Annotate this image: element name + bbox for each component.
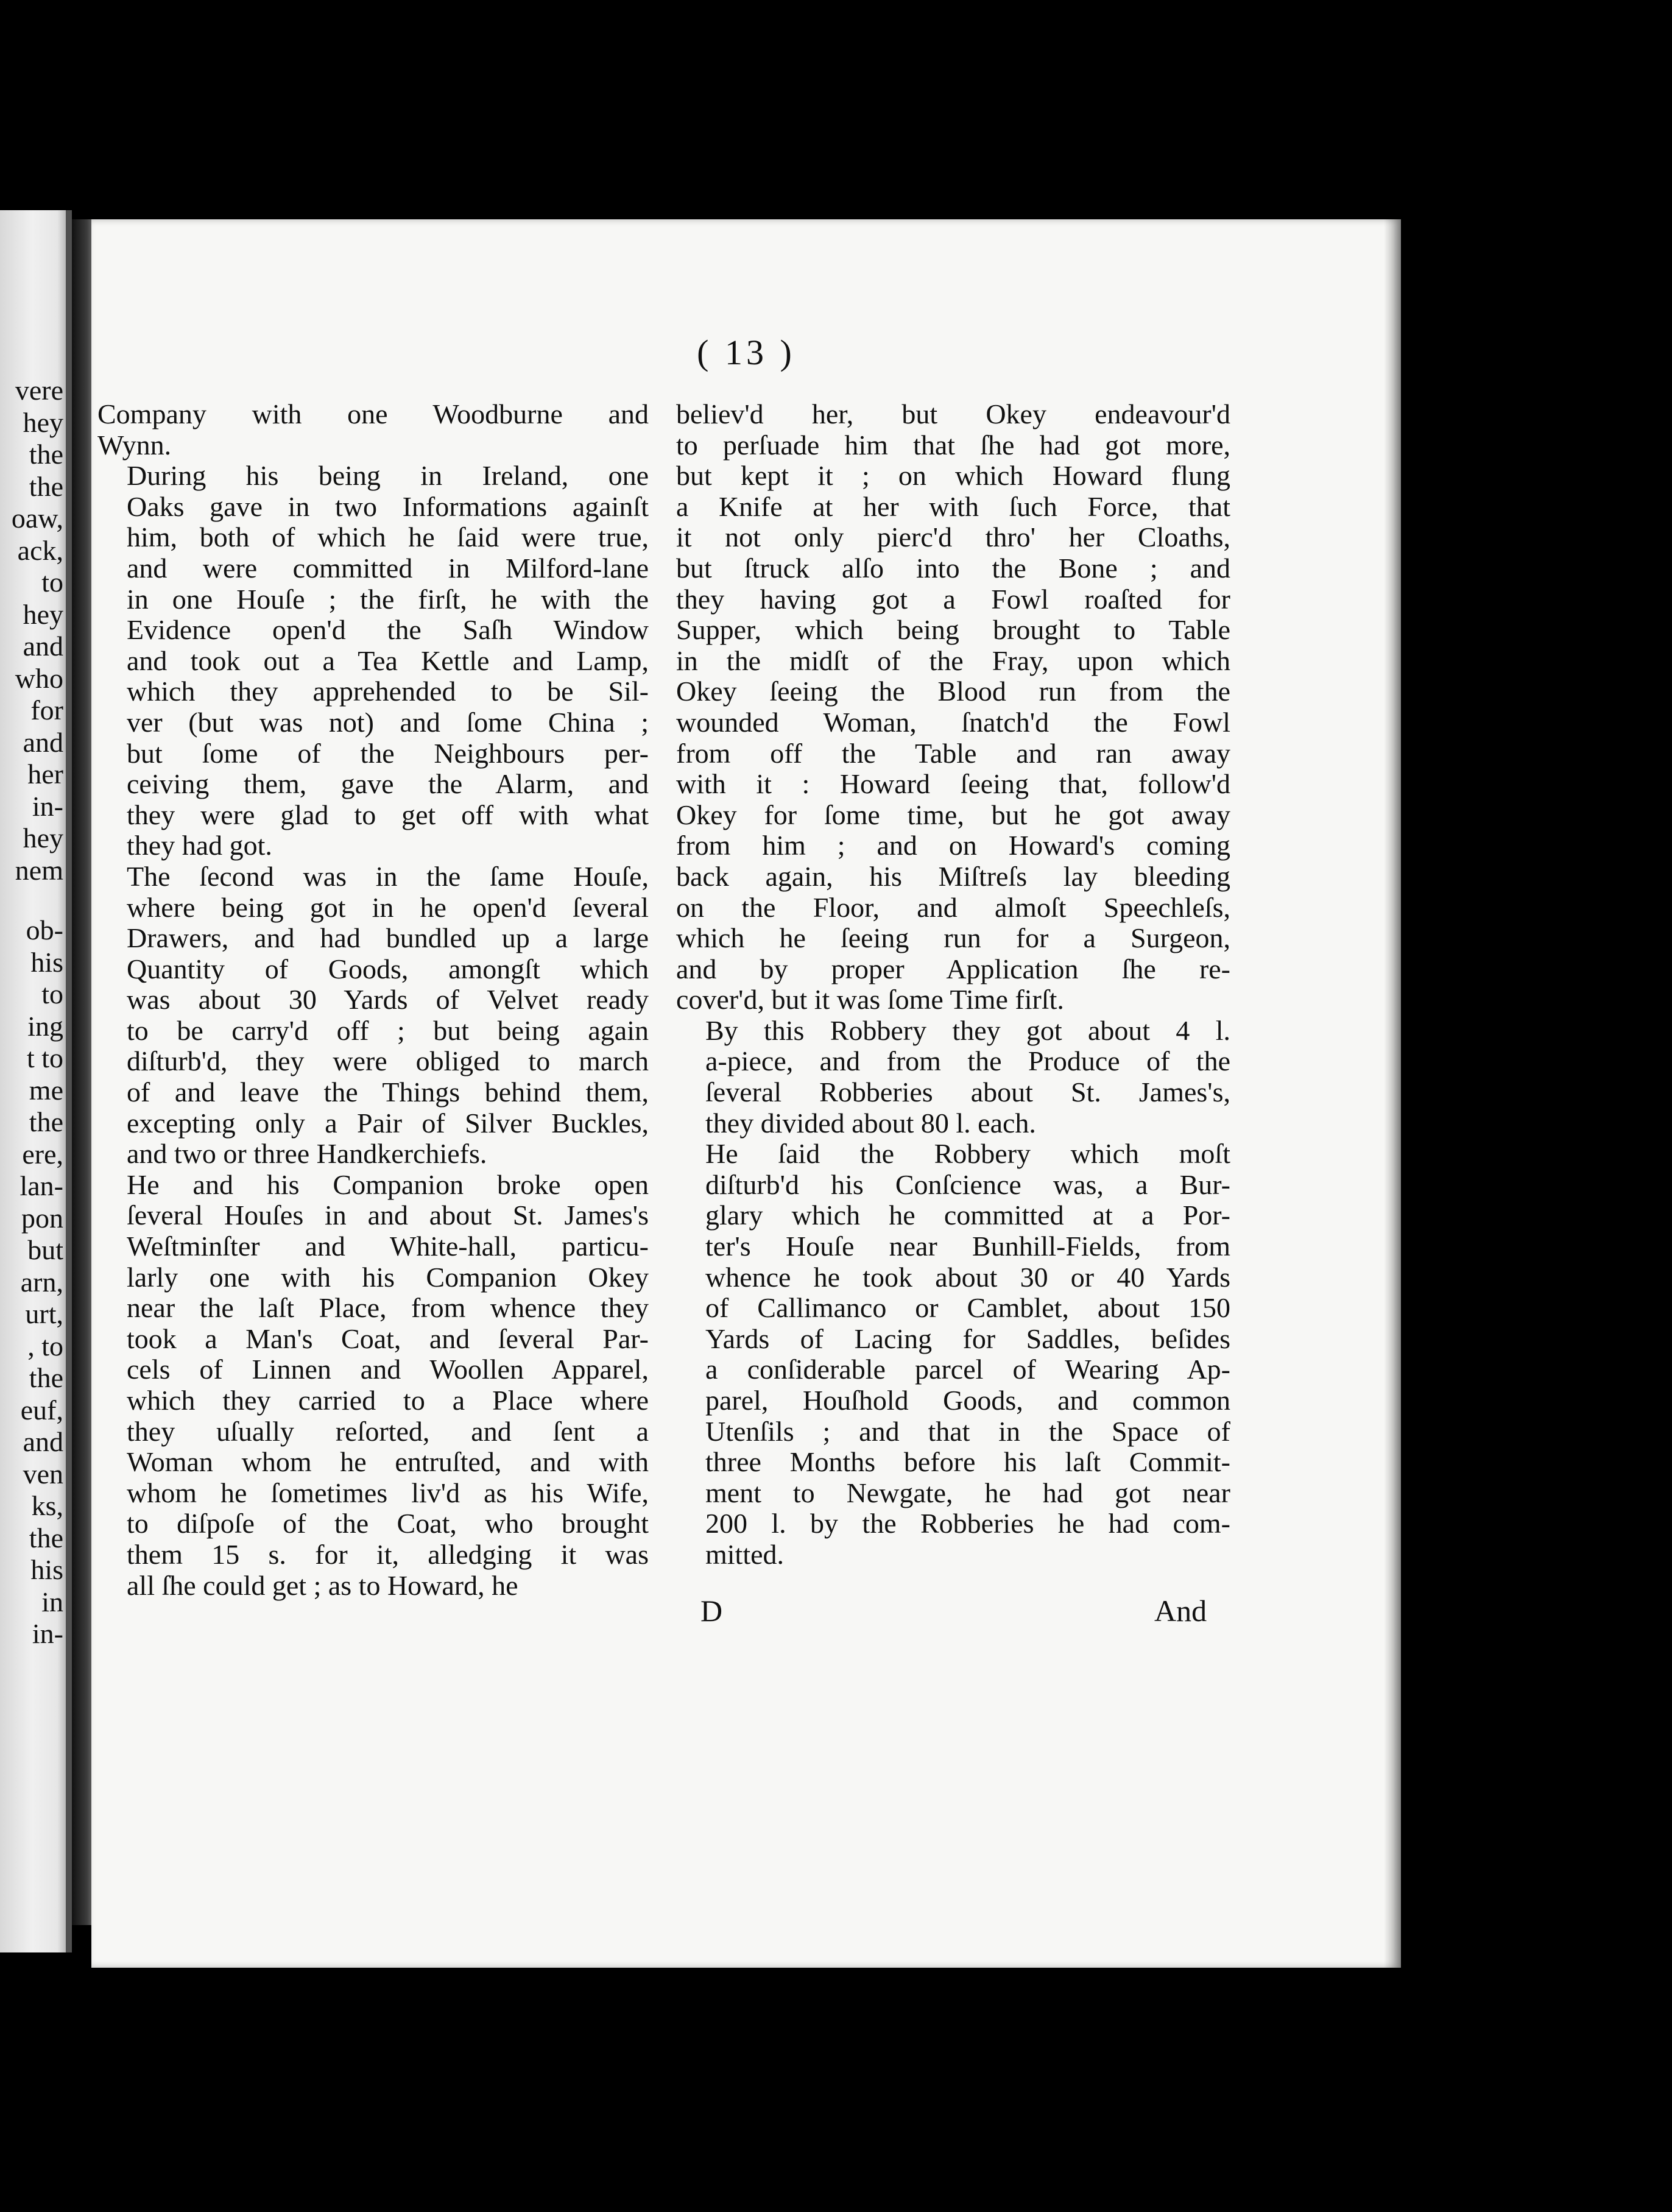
text-line: Yards of Lacing for Saddles, beſides [705,1323,1230,1354]
text-line: whence he took about 30 or 40 Yards [705,1261,1230,1293]
text-line: larly one with his Companion Okey [127,1261,649,1293]
text-line: but ſome of the Neighbours per- [127,737,649,769]
text-line: excepting only a Pair of Silver Buckles, [127,1107,649,1139]
text-line: on the Floor, and almoſt Speechleſs, [676,891,1230,923]
text-line: Oaks gave in two Informations againſt [127,490,649,522]
text-line: from him ; and on Howard's coming [676,830,1230,861]
text-line: By this Robbery they got about 4 l. [705,1014,1230,1046]
text-line: of Callimanco or Camblet, about 150 [705,1292,1230,1324]
text-line: they divided about 80 l. each. [705,1107,1036,1139]
facing-page-fragment: ks, [31,1490,63,1521]
text-line: ſeveral Robberies about St. James's, [705,1076,1230,1108]
text-line: they had got. [127,830,272,861]
catchword: And [1154,1594,1207,1628]
text-line: where being got in he open'd ſeveral [127,891,649,923]
facing-page-binding-edge [66,210,72,1952]
text-line: back again, his Miſtreſs lay bleeding [676,860,1230,892]
text-line: Okey for ſome time, but he got away [676,799,1230,830]
text-line: they having got a Fowl roaſted for [676,583,1230,615]
signature-mark: D [700,1594,723,1628]
facing-page-fragment: his [30,946,63,978]
text-line: a Knife at her with ſuch Force, that [676,490,1230,522]
text-line: Okey ſeeing the Blood run from the [676,676,1230,707]
text-line: ceiving them, gave the Alarm, and [127,768,649,800]
text-line: ment to Newgate, he had got near [705,1477,1230,1508]
facing-page-fragment: the [29,470,63,502]
text-line: ſeveral Houſes in and about St. James's [127,1200,649,1231]
text-line: a conſiderable parcel of Wearing Ap- [705,1354,1230,1385]
paragraph [97,461,649,861]
text-line: which they carried to a Place where [127,1385,649,1416]
text-line: him, both of which he ſaid were true, [127,521,649,553]
facing-page-fragment: in [41,1586,63,1617]
text-line: them 15 s. for it, alledging it was [127,1538,649,1570]
text-line: which he ſeeing run for a Surgeon, [676,922,1230,954]
facing-page-fragment: hey [23,406,63,438]
paragraph [97,861,649,1170]
facing-page-fragment [0,886,63,914]
text-line: diſturb'd his Conſcience was, a Bur- [705,1168,1230,1200]
text-line: took a Man's Coat, and ſeveral Par- [127,1323,649,1354]
text-line: He ſaid the Robbery which moſt [705,1138,1230,1170]
text-line: and two or three Handkerchiefs. [127,1138,487,1170]
facing-page-fragment: in- [32,790,63,822]
text-line: near the laſt Place, from whence they [127,1292,649,1324]
text-line: in one Houſe ; the firſt, he with the [127,583,649,615]
text-line: wounded Woman, ſnatch'd the Fowl [676,706,1230,738]
text-line: it not only pierc'd thro' her Cloaths, [676,521,1230,553]
text-line: Weſtminſter and White-hall, particu- [127,1231,649,1262]
facing-page-fragment: and [23,631,63,662]
text-line: a-piece, and from the Produce of the [705,1045,1230,1077]
facing-page-fragment: ing [27,1010,63,1042]
text-line: and took out a Tea Kettle and Lamp, [127,645,649,676]
text-line: but kept it ; on which Howard flung [676,460,1230,492]
facing-page-fragment: arn, [20,1266,63,1298]
facing-page-fragment: the [29,1362,63,1393]
paragraph [676,399,1230,1016]
text-line: but ſtruck alſo into the Bone ; and [676,552,1230,584]
facing-page-fragment: who [15,662,63,694]
text-line: of and leave the Things behind them, [127,1076,649,1108]
facing-page-fragment: pon [21,1202,63,1234]
text-line: they uſually reſorted, and ſent a [127,1415,649,1447]
facing-page-fragment: but [27,1234,63,1265]
facing-page-fragment: for [30,694,63,726]
text-line: During his being in Ireland, one [127,460,649,492]
book-page [91,219,1401,1968]
facing-page-fragment: hey [23,598,63,630]
facing-page-fragment: the [29,1522,63,1553]
facing-page-fragment: and [23,726,63,758]
text-line: and were committed in Milford-lane [127,552,649,584]
text-line: The ſecond was in the ſame Houſe, [127,860,649,892]
facing-page-text-fragments [0,375,63,1650]
text-line: and by proper Application ſhe re- [676,953,1230,984]
text-line: which they apprehended to be Sil- [127,676,649,707]
text-line: cels of Linnen and Woollen Apparel, [127,1354,649,1385]
text-line: glary which he committed at a Por- [705,1200,1230,1231]
text-line: in the midſt of the Fray, upon which [676,645,1230,676]
facing-page-fragment: nem [15,854,63,886]
text-line: to be carry'd off ; but being again [127,1014,649,1046]
paragraph [97,1170,649,1601]
text-line: Evidence open'd the Saſh Window [127,614,649,646]
text-line: ter's Houſe near Bunhill-Fields, from [705,1231,1230,1262]
text-line: Quantity of Goods, amongſt which [127,953,649,984]
text-line: three Months before his laſt Commit- [705,1446,1230,1478]
facing-page-fragment: oaw, [11,503,63,534]
text-line: from off the Table and ran away [676,737,1230,769]
text-line: 200 l. by the Robberies he had com- [705,1508,1230,1539]
facing-page-fragment: his [30,1554,63,1585]
paragraph [676,1139,1230,1570]
text-line: Supper, which being brought to Table [676,614,1230,646]
facing-page-fragment: ven [23,1458,63,1489]
right-text-column [676,399,1230,1571]
text-line: parel, Houſhold Goods, and common [705,1385,1230,1416]
left-text-column [97,399,649,1601]
facing-page-edge [0,210,72,1952]
text-line: whom he ſometimes liv'd as his Wife, [127,1477,649,1508]
facing-page-fragment: ob- [26,914,63,945]
text-line: Woman whom he entruſted, and with [127,1446,649,1478]
facing-page-fragment: the [29,439,63,470]
text-line: He and his Companion broke open [127,1168,649,1200]
text-line: to perſuade him that ſhe had got more, [676,429,1230,461]
facing-page-fragment: to [41,567,63,598]
paragraph [676,1016,1230,1139]
facing-page-fragment: vere [15,375,63,406]
text-line: Drawers, and had bundled up a large [127,922,649,954]
text-line: Company with one Woodburne and [97,398,649,429]
text-line: with it : Howard ſeeing that, follow'd [676,768,1230,800]
text-line: all ſhe could get ; as to Howard, he [127,1569,518,1601]
text-line: diſturb'd, they were obliged to march [127,1045,649,1077]
facing-page-fragment: lan- [19,1170,63,1201]
facing-page-fragment: t to [26,1042,63,1073]
facing-page-fragment: her [27,758,63,790]
facing-page-fragment: the [29,1106,63,1137]
text-line: to diſpoſe of the Coat, who brought [127,1508,649,1539]
text-line: they were glad to get off with what [127,799,649,830]
paragraph [97,399,649,461]
text-line: was about 30 Yards of Velvet ready [127,984,649,1016]
facing-page-fragment: and [23,1426,63,1457]
text-line: mitted. [705,1538,785,1570]
text-line: believ'd her, but Okey endeavour'd [676,398,1230,429]
facing-page-fragment: euf, [20,1394,63,1426]
facing-page-fragment: hey [23,822,63,853]
facing-page-fragment: to [41,978,63,1009]
text-line: Wynn. [97,429,172,461]
facing-page-fragment: in- [32,1618,63,1649]
facing-page-fragment: me [29,1074,63,1106]
facing-page-fragment: , to [27,1330,63,1362]
facing-page-fragment: urt, [25,1298,63,1329]
facing-page-fragment: ere, [22,1138,63,1170]
text-line: Utenſils ; and that in the Space of [705,1415,1230,1447]
page-number: ( 13 ) [697,333,795,372]
facing-page-fragment: ack, [17,534,63,566]
text-line: ver (but was not) and ſome China ; [127,706,649,738]
text-line: cover'd, but it was ſome Time firſt. [676,984,1064,1016]
